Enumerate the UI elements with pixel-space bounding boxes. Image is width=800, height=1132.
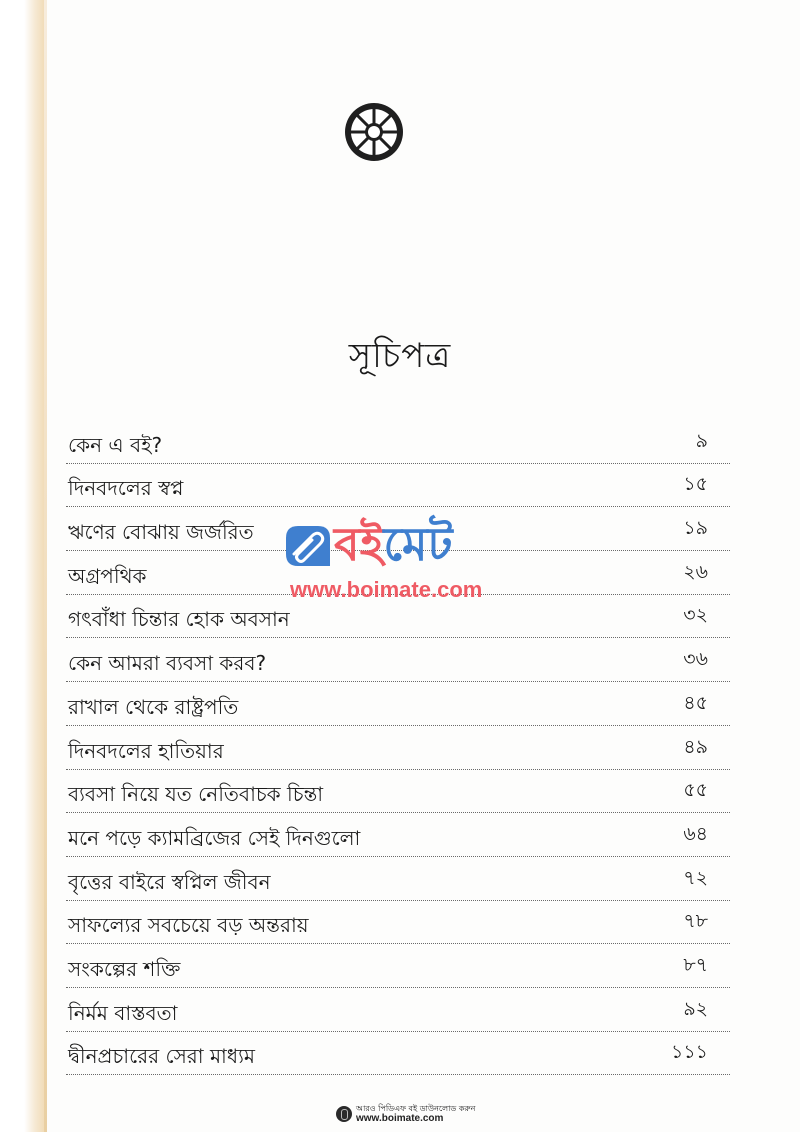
toc-entry-title: দ্বীনপ্রচারের সেরা মাধ্যম xyxy=(68,1044,255,1069)
toc-entry-page: ৯২ xyxy=(683,997,708,1020)
toc-entry-title: সাফল্যের সবচেয়ে বড় অন্তরায় xyxy=(68,913,309,938)
footer-promo[interactable] xyxy=(336,1100,475,1128)
toc-entry-page: ৪৫ xyxy=(683,691,708,714)
page-binding-edge xyxy=(44,0,47,1132)
toc-entry-page: ৫৫ xyxy=(683,779,708,802)
watermark-url: www.boimate.com xyxy=(290,577,483,602)
toc-entry-title: কেন আমরা ব্যবসা করব? xyxy=(68,651,267,676)
toc-entry-title: বৃত্তের বাইরে স্বপ্নিল জীবন xyxy=(68,869,271,894)
page-title: সূচিপত্র xyxy=(348,336,452,376)
toc-entry-page: ৩২ xyxy=(683,604,708,627)
toc-entry-page: ৭৮ xyxy=(683,910,708,933)
toc-entry-page: ১৫ xyxy=(683,473,708,496)
toc-entry-title: নির্মম বাস্তবতা xyxy=(68,1000,178,1025)
toc-entry[interactable] xyxy=(66,944,730,988)
watermark-logo-text xyxy=(334,514,453,574)
toc-entry[interactable] xyxy=(66,813,730,857)
toc-entry-title: মনে পড়ে ক্যামব্রিজের সেই দিনগুলো xyxy=(68,825,361,850)
toc-entry-title: দিনবদলের হাতিয়ার xyxy=(68,738,224,763)
toc-entry-page: ১১১ xyxy=(671,1041,708,1064)
toc-entry-page: ৩৬ xyxy=(683,648,708,671)
toc-entry[interactable] xyxy=(66,682,730,726)
toc-entry-title: ঋণের বোঝায় জর্জরিত xyxy=(68,520,254,545)
toc-entry-title: দিনবদলের স্বপ্ন xyxy=(68,476,184,501)
boimate-logo-icon xyxy=(336,1106,352,1122)
toc-entry[interactable] xyxy=(66,901,730,945)
toc-entry-page: ২৬ xyxy=(683,560,708,583)
footer-url[interactable]: www.boimate.com xyxy=(356,1113,444,1124)
footer-text xyxy=(356,1104,475,1124)
toc-entry[interactable] xyxy=(66,1032,730,1076)
toc-entry-page: ১৯ xyxy=(683,517,708,540)
toc-entry-title: অগ্রপথিক xyxy=(68,563,147,588)
toc-entry[interactable] xyxy=(66,857,730,901)
toc-entry[interactable] xyxy=(66,988,730,1032)
toc-entry-page: ৭২ xyxy=(683,866,708,889)
page-edge-left xyxy=(0,0,44,1132)
watermark-logo-part1: বই xyxy=(334,517,384,571)
paperclip-icon xyxy=(284,524,332,568)
watermark-logo-part2: মেট xyxy=(383,517,453,571)
boimate-watermark xyxy=(284,518,514,608)
flower-wheel-icon xyxy=(342,100,406,164)
toc-entry-page: ৪৯ xyxy=(683,735,708,758)
toc-entry[interactable] xyxy=(66,638,730,682)
toc-entry[interactable] xyxy=(66,726,730,770)
toc-entry[interactable] xyxy=(66,770,730,814)
toc-entry-title: গৎবাঁধা চিন্তার হোক অবসান xyxy=(68,607,290,632)
toc-entry[interactable] xyxy=(66,420,730,464)
toc-entry-title: সংকল্পের শক্তি xyxy=(68,956,181,981)
toc-entry-page: ৬৪ xyxy=(683,822,708,845)
toc-entry-title: রাখাল থেকে রাষ্ট্রপতি xyxy=(68,694,239,719)
toc-entry-page: ৯ xyxy=(695,429,708,452)
toc-entry-title: ব্যবসা নিয়ে যত নেতিবাচক চিন্তা xyxy=(68,782,324,807)
toc-entry[interactable] xyxy=(66,464,730,508)
toc-entry-page: ৮৭ xyxy=(683,953,708,976)
footer-download-text: আরও পিডিএফ বই ডাউনলোড করুন xyxy=(356,1104,476,1113)
toc-entry-title: কেন এ বই? xyxy=(68,432,163,457)
